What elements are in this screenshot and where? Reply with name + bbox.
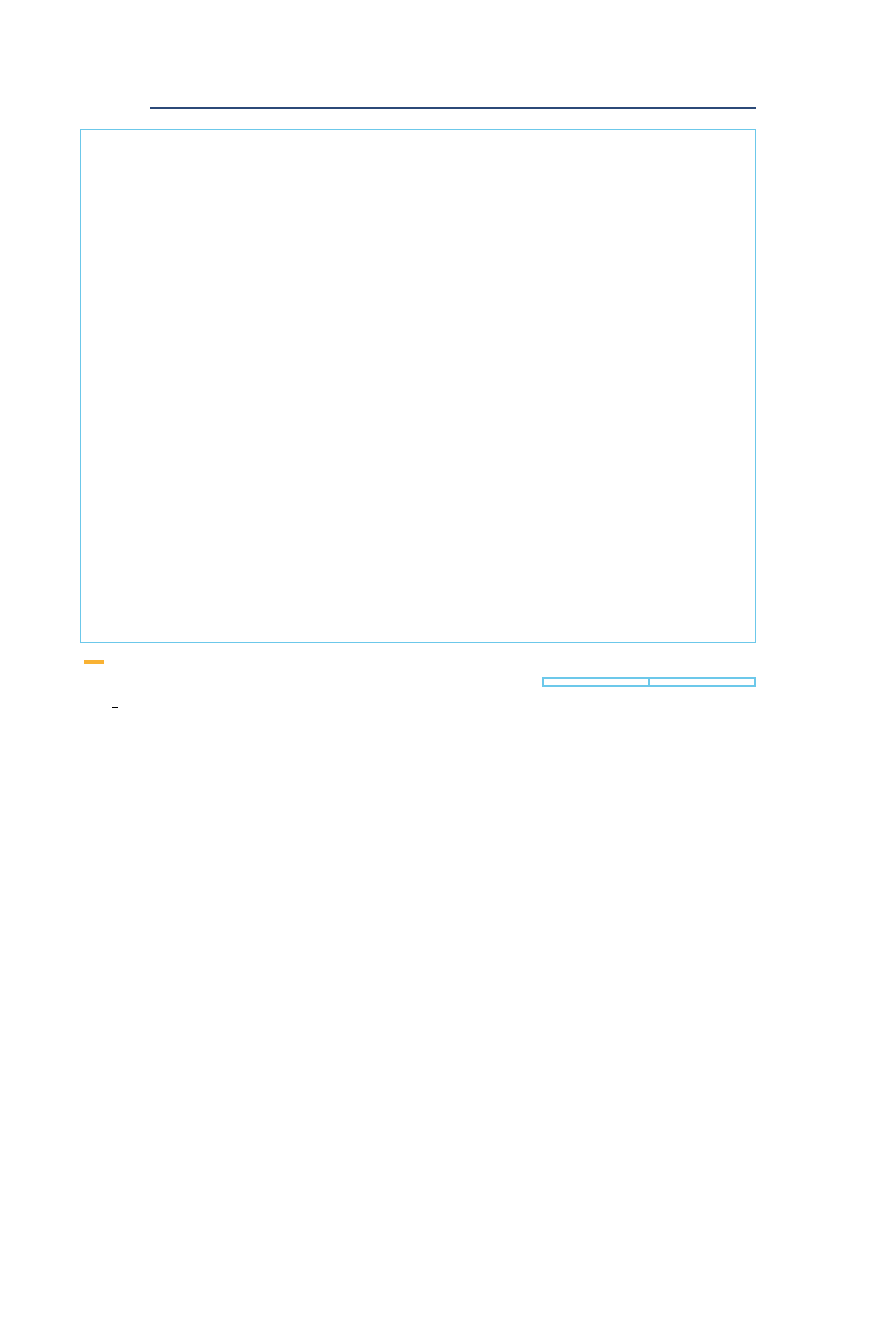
fraction: [112, 707, 118, 708]
example-text: [80, 677, 542, 710]
page-header: [80, 107, 756, 109]
header-divider: [150, 107, 756, 109]
footer: [0, 1312, 886, 1315]
paragraph-conclusion: [80, 679, 526, 708]
dice-outcomes-table: [80, 129, 756, 643]
fraction-numerator: [112, 707, 118, 708]
example-heading: [80, 659, 756, 665]
coin-col-header-first: [543, 678, 649, 686]
coin-figure: [542, 677, 756, 697]
example-number-badge: [84, 660, 104, 664]
example-body: [80, 677, 756, 710]
coin-outcomes-table: [542, 677, 756, 687]
coin-col-header-second: [649, 678, 755, 686]
